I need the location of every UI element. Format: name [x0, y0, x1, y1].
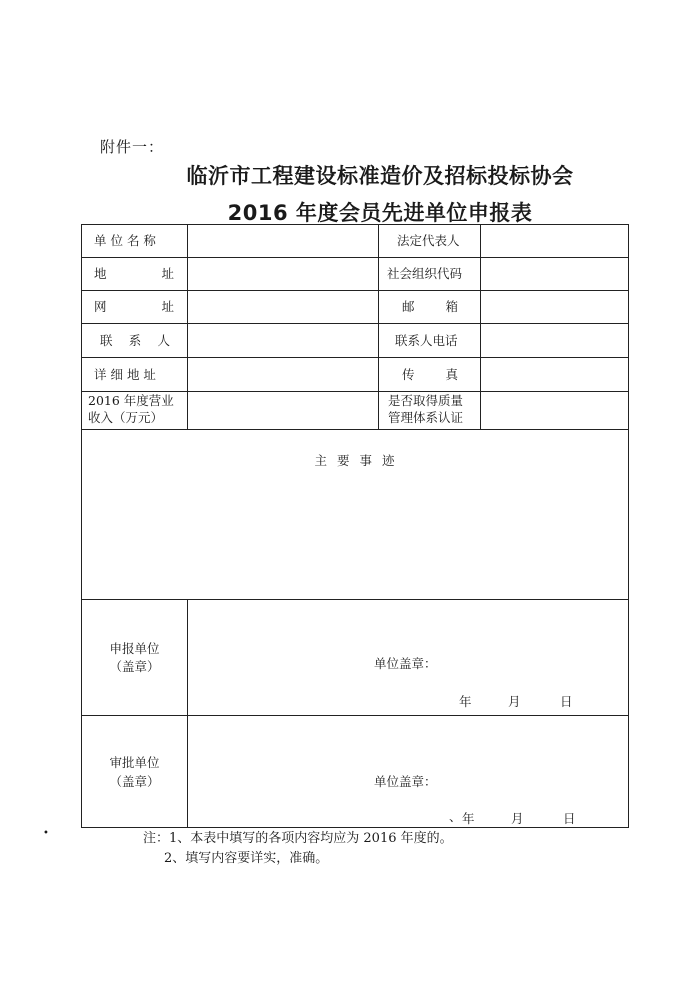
org-code-field[interactable]	[481, 259, 627, 289]
row-divider	[82, 323, 628, 324]
quality-cert-field[interactable]	[481, 393, 627, 428]
apply-unit-seal-label: 单位盖章：	[374, 656, 437, 671]
apply-day-label: 日	[560, 694, 573, 709]
approve-unit-seal-area[interactable]	[188, 717, 628, 827]
contact-phone-field[interactable]	[481, 325, 627, 356]
row-divider	[82, 429, 628, 430]
approve-month-label: 月	[511, 811, 524, 826]
website-field[interactable]	[188, 292, 377, 322]
document-subtitle: 2016 年度会员先进单位申报表	[227, 201, 533, 225]
detailed-address-field[interactable]	[188, 359, 377, 390]
approve-year-label: 年	[462, 811, 475, 826]
label-address: 地 址	[94, 266, 174, 281]
row-divider	[82, 715, 628, 716]
label-fax: 传 真	[402, 367, 458, 382]
approve-unit-label: 审批单位	[109, 755, 160, 770]
label-contact-person: 联 系 人	[100, 333, 170, 348]
email-field[interactable]	[481, 292, 627, 322]
main-deeds-title: 主 要 事 迹	[314, 453, 398, 468]
label-detailed-address: 详 细 地 址	[94, 367, 156, 382]
main-deeds-field[interactable]	[83, 473, 628, 597]
note-line-1: 注：1、本表中填写的各项内容均应为 2016 年度的。	[143, 831, 453, 846]
unit-name-field[interactable]	[188, 226, 377, 256]
row-divider	[82, 599, 628, 600]
label-email: 邮 箱	[402, 299, 458, 314]
label-quality-cert-line2: 管理体系认证	[388, 410, 464, 425]
row-divider	[82, 391, 628, 392]
note-line-2: 2、填写内容要详实，准确。	[164, 851, 329, 866]
annual-revenue-field[interactable]	[188, 393, 377, 428]
approve-mark: 、	[449, 809, 462, 824]
apply-unit-label: 申报单位	[109, 641, 160, 656]
legal-representative-field[interactable]	[481, 226, 627, 256]
label-annual-revenue-line1: 2016 年度营业	[88, 393, 174, 408]
label-org-code: 社会组织代码	[387, 266, 463, 281]
application-form-table	[81, 224, 629, 828]
apply-unit-seal-hint: （盖章）	[109, 659, 160, 674]
row-divider	[82, 257, 628, 258]
label-website: 网 址	[94, 299, 174, 314]
approve-unit-seal-label: 单位盖章：	[374, 774, 437, 789]
notes-block	[143, 829, 453, 869]
row-divider	[82, 290, 628, 291]
apply-year-label: 年	[459, 694, 472, 709]
address-field[interactable]	[188, 259, 377, 289]
row-divider	[82, 357, 628, 358]
column-divider	[378, 225, 379, 429]
apply-month-label: 月	[508, 694, 521, 709]
attachment-label: 附件一：	[100, 138, 165, 156]
contact-person-field[interactable]	[188, 325, 377, 356]
approve-day-label: 日	[563, 811, 576, 826]
label-legal-representative: 法定代表人	[397, 233, 460, 248]
label-quality-cert-line1: 是否取得质量	[388, 393, 464, 408]
label-unit-name: 单 位 名 称	[94, 233, 156, 248]
margin-mark: •	[43, 828, 49, 839]
label-annual-revenue-line2: 收入（万元）	[88, 410, 164, 425]
document-title: 临沂市工程建设标准造价及招标投标协会	[186, 164, 574, 188]
approve-unit-seal-hint: （盖章）	[109, 774, 160, 789]
fax-field[interactable]	[481, 359, 627, 390]
label-contact-phone: 联系人电话	[395, 333, 458, 348]
